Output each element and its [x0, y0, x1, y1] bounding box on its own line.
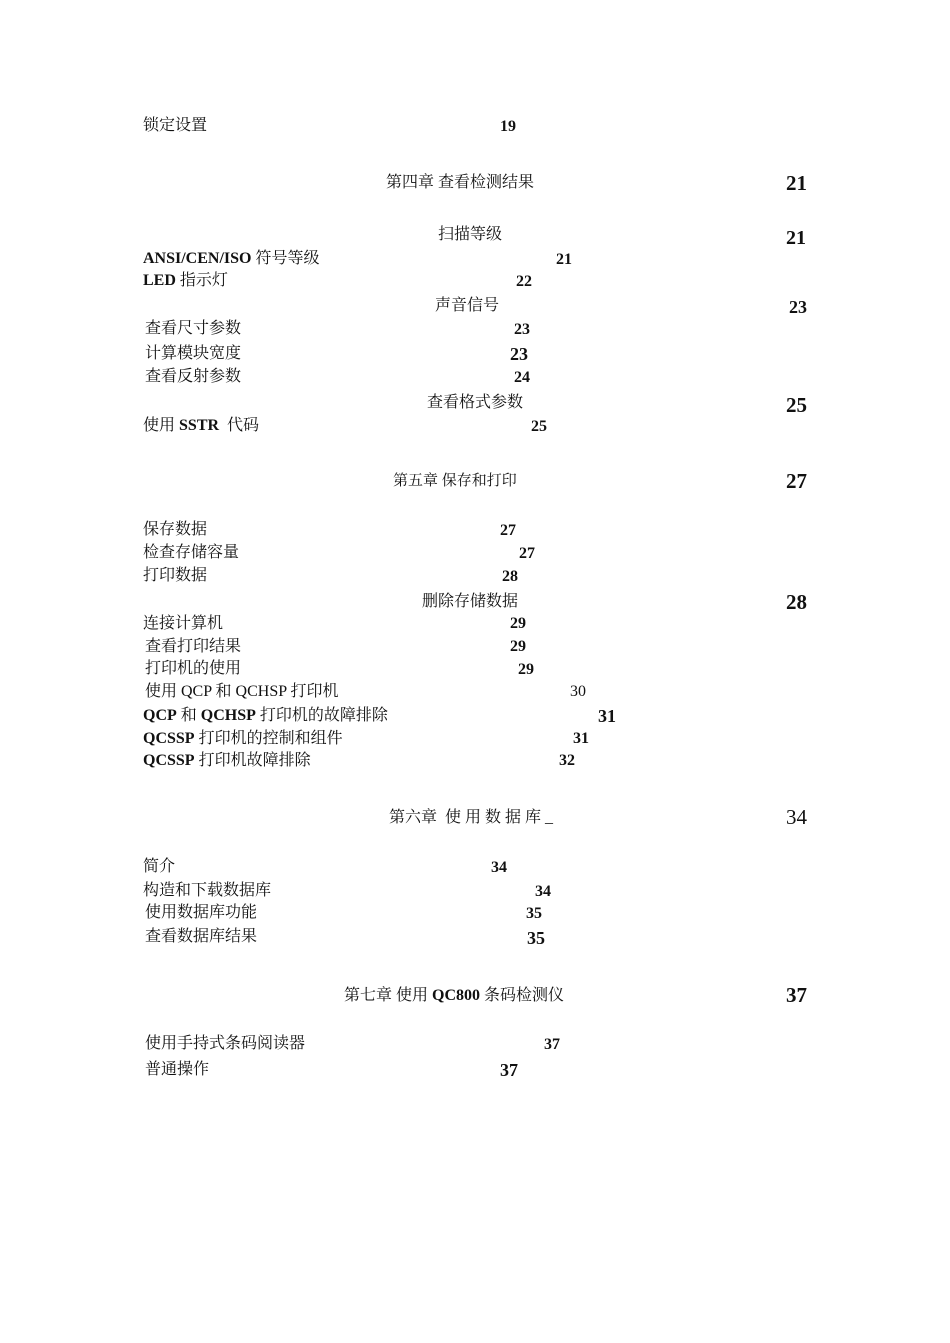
page-number: 27 — [519, 545, 535, 562]
chapter-heading-4: 第四章 查看检测结果 — [386, 174, 535, 191]
page-number: 25 — [531, 418, 547, 435]
page-number: 29 — [518, 661, 534, 678]
page-number: 34 — [786, 805, 807, 829]
toc-entry-qcp-troubleshooting: QCP 和 QCHSP 打印机的故障排除 — [143, 707, 388, 724]
page-number: 37 — [544, 1036, 560, 1053]
toc-entry-scan-grade: 扫描等级 — [438, 226, 503, 243]
toc-entry-db-functions: 使用数据库功能 — [145, 904, 258, 921]
toc-entry-led: LED 指示灯 — [143, 272, 228, 289]
page-number: 19 — [500, 118, 516, 135]
toc-entry-delete-data: 删除存储数据 — [422, 593, 519, 610]
page-number: 22 — [516, 273, 532, 290]
toc-entry-qcssp-troubleshooting: QCSSP 打印机故障排除 — [143, 752, 311, 769]
page-number: 37 — [500, 1060, 518, 1080]
page-number: 28 — [502, 568, 518, 585]
toc-entry-module-width: 计算模块宽度 — [145, 345, 242, 362]
toc-entry-sound: 声音信号 — [435, 297, 500, 314]
toc-entry-handheld-reader: 使用手持式条码阅读器 — [145, 1035, 306, 1052]
chapter-heading-6: 第六章 使 用 数 据 库 _ — [389, 809, 554, 826]
page-number: 23 — [789, 297, 807, 317]
page-number: 27 — [500, 522, 516, 539]
toc-entry-printer-use: 打印机的使用 — [145, 660, 242, 677]
toc-entry-qcssp-controls: QCSSP 打印机的控制和组件 — [143, 730, 343, 747]
toc-entry-print-data: 打印数据 — [143, 567, 208, 584]
toc-entry-sstr: 使用 SSTR 代码 — [143, 417, 260, 434]
page-number: 37 — [786, 983, 807, 1007]
page-number: 21 — [786, 171, 807, 195]
toc-entry-reflect-params: 查看反射参数 — [145, 368, 242, 385]
page-number: 35 — [526, 905, 542, 922]
page-number: 29 — [510, 638, 526, 655]
page-number: 35 — [527, 928, 545, 948]
toc-entry-lock-settings: 锁定设置 — [143, 117, 208, 134]
toc-entry-ansi: ANSI/CEN/ISO 符号等级 — [143, 250, 320, 267]
page-number: 28 — [786, 590, 807, 614]
toc-entry-intro: 简介 — [143, 858, 176, 875]
page-number: 34 — [491, 859, 507, 876]
page-number: 27 — [786, 469, 807, 493]
toc-entry-connect-pc: 连接计算机 — [143, 615, 224, 632]
page-number: 29 — [510, 615, 526, 632]
toc-entry-check-storage: 检查存储容量 — [143, 544, 240, 561]
page-number: 31 — [573, 730, 589, 747]
page-number: 21 — [556, 251, 572, 268]
page-number: 34 — [535, 883, 551, 900]
chapter-heading-7: 第七章 使用 QC800 条码检测仪 — [344, 987, 565, 1004]
page-number: 30 — [570, 683, 586, 700]
page-number: 23 — [510, 344, 528, 364]
page-number: 23 — [514, 321, 530, 338]
toc-entry-general-ops: 普通操作 — [145, 1061, 210, 1078]
page-number: 31 — [598, 706, 616, 726]
chapter-heading-5: 第五章 保存和打印 — [393, 473, 517, 489]
page-number: 24 — [514, 369, 530, 386]
toc-entry-save-data: 保存数据 — [143, 521, 208, 538]
page-number: 21 — [786, 227, 806, 249]
toc-entry-view-print: 查看打印结果 — [145, 638, 242, 655]
toc-entry-use-qcp: 使用 QCP 和 QCHSP 打印机 — [145, 683, 339, 700]
toc-entry-build-db: 构造和下载数据库 — [143, 882, 272, 899]
page-number: 32 — [559, 752, 575, 769]
page-number: 25 — [786, 393, 807, 417]
toc-entry-db-results: 查看数据库结果 — [145, 928, 258, 945]
toc-entry-format-params: 查看格式参数 — [427, 394, 524, 411]
toc-entry-size-params: 查看尺寸参数 — [145, 320, 242, 337]
